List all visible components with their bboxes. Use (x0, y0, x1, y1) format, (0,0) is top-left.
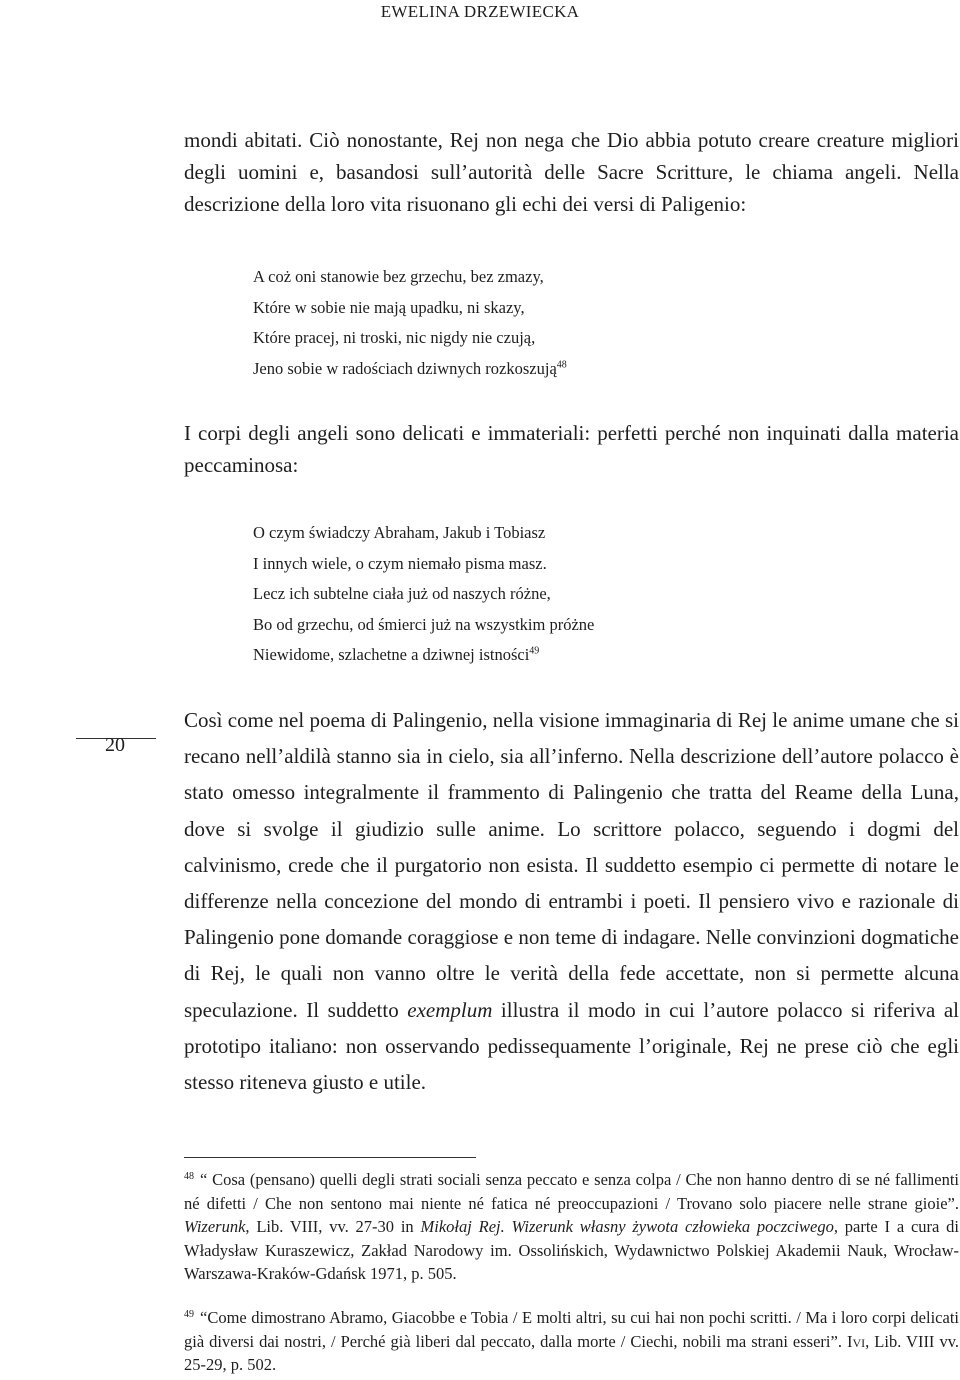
verse-line: A coż oni stanowie bez grzechu, bez zmazy, (253, 267, 544, 286)
verse-line-text: Jeno sobie w radościach dziwnych rozkoszują (253, 358, 557, 378)
verse-line: O czym świadczy Abraham, Jakub i Tobiasz (253, 523, 546, 542)
verse-line-text: Niewidome, szlachetne a dziwnej istności (253, 645, 530, 664)
paragraph-intro (184, 124, 959, 220)
footnote-text: , Lib. VIII vv. 25-29, p. 502. (184, 1331, 959, 1374)
running-header: EWELINA DRZEWIECKA (380, 2, 580, 21)
emphasis-exemplum: exemplum (407, 997, 493, 1022)
footnote-italic-title: Mikołaj Rej. Wizerunk własny żywota człowieka poczciwego (420, 1217, 834, 1236)
footnote-text: “ Cosa (pensano) quelli degli strati sociali senza peccato e senza colpa / Che non hanno dentro di se né fallimenti né difetti / Che non sentono mai niente né fatica né preoccupazioni / Trovano solo piacere nelle strane gioie”. (184, 1170, 959, 1213)
verse-line-last (253, 640, 594, 671)
footnote-number: 48 (184, 1170, 194, 1182)
paragraph-intro-text: mondi abitati. Ciò nonostante, Rej non nega che Dio abbia potuto creare creature migliori degli uomini e, basandosi sull’autorità delle Sacre Scritture, le chiama angeli. Nella descrizione della loro vita risuonano gli echi dei versi di Paligenio: (184, 128, 959, 216)
margin-line-number: 20 (105, 734, 125, 756)
paragraph-bodies (184, 417, 959, 481)
paragraph-comparison-text-2: illustra il modo in cui l’autore polacco si riferiva al prototipo italiano: non osservando pedissequamente l’originale, Rej ne prese ciò che egli stesso riteneva giusto e utile. (184, 997, 959, 1095)
footnote-separator (184, 1157, 476, 1158)
footnote-text: , Lib. VIII, vv. 27-30 in (245, 1217, 421, 1236)
verse-line: Które w sobie nie mają upadku, ni skazy, (253, 297, 525, 317)
paragraph-comparison-text-1: Così come nel poema di Palingenio, nella visione immaginaria di Rej le anime umane che si recano nell’aldilà stanno sia in cielo, sia all’inferno. Nella descrizione dell’autore polacco è stato omesso integralmente il frammento di Palingenio che tratta del Reame della Luna, dove si svolge il giudizio sulle anime. Lo scrittore polacco, seguendo i dogmi del calvinismo, crede che il purgatorio non esista. Il suddetto esempio ci permette di notare le differenze nella concezione del mondo di entrambi i poeti. Il pensiero vivo e razionale di Palingenio pone domande coraggiose e non teme di indagare. Nelle convinzioni dogmatiche di Rej, le quali non vanno oltre le verità della fede accettate, non si permette alcuna speculazione. Il suddetto (184, 708, 959, 1022)
footnote-text: “Come dimostrano Abramo, Giacobbe e Tobia / E molti altri, su cui hai non pochi scritti. / Ma i loro corpi delicati già diversi dai nostri, / Perché già liberi dal peccato, dalla morte / Ciechi, nobili ma strani esseri”. (184, 1308, 959, 1351)
footnote-italic: Wizerunk (184, 1217, 246, 1236)
paragraph-bodies-text: I corpi degli angeli sono delicati e immateriali: perfetti perché non inquinati dalla materia peccaminosa: (184, 421, 959, 477)
verse-quote-angels (253, 262, 567, 384)
footnote-ref: 48 (556, 359, 567, 370)
verse-quote-bodies (253, 518, 594, 671)
footnote-48 (184, 1168, 959, 1286)
paragraph-comparison (184, 702, 959, 1100)
verse-line-last (253, 354, 567, 385)
verse-line: Lecz ich subtelne ciała już od naszych różne, (253, 584, 551, 603)
footnote-49 (184, 1306, 959, 1377)
footnote-number: 49 (184, 1308, 194, 1320)
verse-line: Które pracej, ni troski, nic nigdy nie czują, (253, 328, 536, 347)
footnote-ivi: Ivi (846, 1331, 866, 1351)
verse-line: I innych wiele, o czym niemało pisma masz. (253, 553, 547, 573)
footnote-text: , parte I a cura di Władysław Kuraszewicz, Zakład Narodowy im. Ossolińskich, Wydawnictwo Polskiej Akademii Nauk, Wrocław-Warszawa-Kraków-Gdańsk 1971, p. 505. (184, 1217, 959, 1283)
verse-line: Bo od grzechu, od śmierci już na wszystkim próżne (253, 614, 595, 634)
footnote-ref: 49 (529, 645, 540, 657)
